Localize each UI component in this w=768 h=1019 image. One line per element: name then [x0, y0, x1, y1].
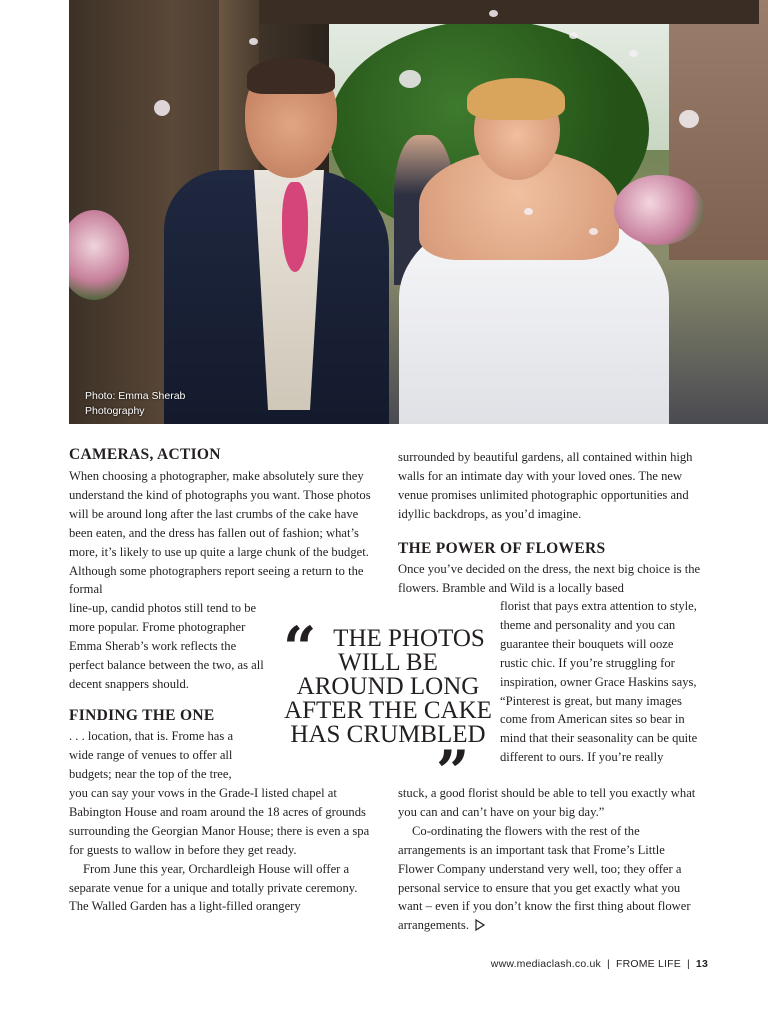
body-text-venue-continued [398, 448, 701, 524]
photo-confetti [249, 38, 258, 45]
paragraph-text: Co-ordinating the flowers with the rest of the arrangements is an important task that Frome’s Little Flower Company understand very well, too; they offer a personal service to ensure that you get exactly what you want – even if you don’t know the first thing about flower arrangements. [398, 823, 691, 933]
body-text-flowers-intro [398, 560, 701, 598]
photo-credit [85, 389, 185, 419]
photo-confetti [679, 110, 699, 128]
paragraph: you can say your vows in the Grade-I listed chapel at Babington House and roam around the 18 acres of grounds surrounding the Georgian Manor House; there is even a spa for guests to wallow in before they get ready. [69, 786, 370, 857]
quote-close-mark: ” [436, 738, 470, 806]
hero-wedding-photo [69, 0, 768, 424]
page-footer [491, 958, 708, 970]
paragraph: Once you’ve decided on the dress, the next big choice is the flowers. Bramble and Wild is a locally based [398, 562, 701, 595]
body-text-flowers-full [398, 784, 701, 935]
paragraph [398, 822, 701, 935]
photo-groom-hair [247, 58, 335, 94]
body-text-cameras-narrow [69, 599, 269, 694]
footer-separator: | [607, 958, 610, 970]
heading-power-of-flowers: THE POWER OF FLOWERS [398, 540, 606, 557]
body-text-finding-full [69, 784, 374, 916]
photo-confetti [629, 50, 638, 57]
footer-url: www.mediaclash.co.uk [490, 958, 602, 970]
photo-bridal-bouquet [614, 175, 704, 245]
continue-arrow-icon [475, 919, 485, 931]
photo-confetti [489, 10, 498, 17]
pull-quote [283, 614, 493, 806]
paragraph: line-up, candid photos still tend to be more popular. Frome photographer Emma Sherab’s work reflects the perfect balance between the two, as all decent snappers should. [69, 601, 264, 691]
pull-quote-words: THE PHOTOS WILL BE AROUND LONG AFTER THE CAKE HAS CRUMBLED [284, 625, 492, 748]
heading-cameras-action: CAMERAS, ACTION [69, 446, 221, 463]
photo-confetti [569, 32, 578, 39]
quote-open-mark: “ [283, 614, 317, 682]
photo-groom-tie [282, 182, 308, 272]
photo-confetti [154, 100, 170, 116]
photo-confetti [399, 70, 421, 88]
photo-credit-line2: Photography [85, 405, 145, 417]
footer-publication: FROME LIFE [615, 958, 681, 970]
body-text-cameras-full [69, 467, 374, 599]
photo-credit-line1: Photo: Emma Sherab [85, 390, 186, 402]
body-text-finding-narrow [69, 727, 251, 784]
paragraph: stuck, a good florist should be able to tell you exactly what you can and can’t have on your big day.” [398, 786, 696, 819]
paragraph: From June this year, Orchardleigh House will offer a separate venue for a unique and totally private ceremony. The Walled Garden has a light-filled orangery [69, 861, 358, 914]
photo-confetti [589, 228, 598, 235]
paragraph: When choosing a photographer, make absolutely sure they understand the kind of photographs you want. Those photos will be around long after the last crumbs of the cake have been eaten, and the dress has fallen out of fashion; what’s more, it’s likely to use up quite a large chunk of the budget. Although some photographers report seeing a return to the formal [69, 469, 371, 597]
body-text-flowers-narrow [500, 597, 700, 767]
paragraph: surrounded by beautiful gardens, all contained within high walls for an intimate day with your loved ones. The new venue promises unlimited photographic opportunities and idyllic backdrops, as you’d imagine. [398, 450, 693, 521]
photo-confetti [524, 208, 533, 215]
heading-finding-the-one: FINDING THE ONE [69, 707, 215, 724]
footer-separator: | [686, 958, 690, 970]
paragraph: florist that pays extra attention to style, theme and personality and you can guarantee their bouquets will ooze rustic chic. If you’re struggling for inspiration, owner Grace Haskins says, “Pinterest is great, but many images come from American sites so bear in mind that their seasonality can be quite different to ours. If you’re really [500, 599, 698, 765]
photo-bride-hair [467, 78, 565, 120]
paragraph: . . . location, that is. Frome has a wide range of venues to offer all budgets; near the top of the tree, [69, 729, 234, 781]
page-number: 13 [695, 958, 708, 970]
